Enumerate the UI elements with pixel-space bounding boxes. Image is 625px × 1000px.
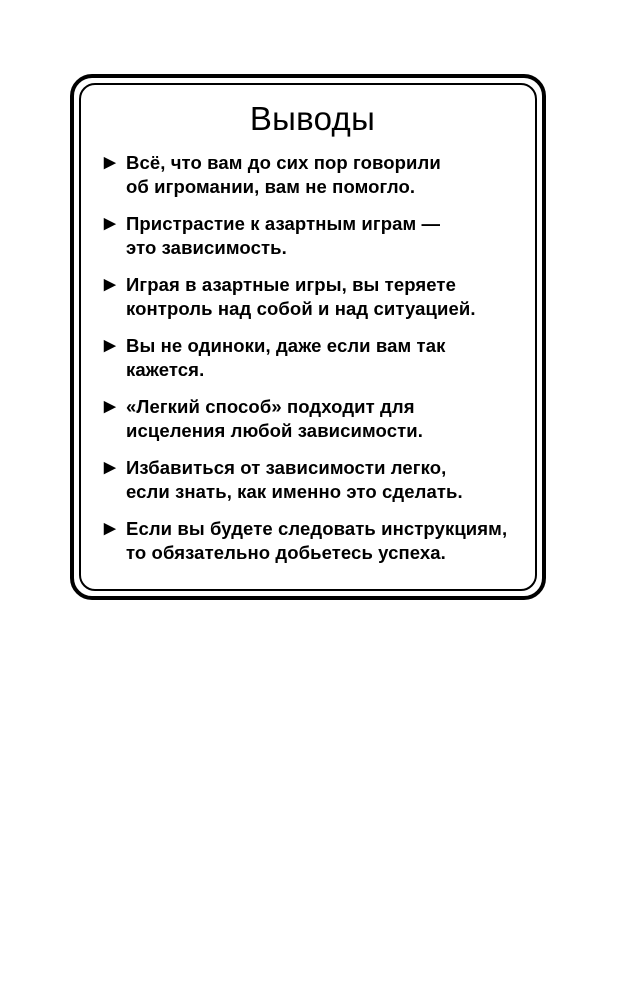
list-item-line: если знать, как именно это сделать.: [126, 481, 463, 502]
list-item-line: это зависимость.: [126, 237, 287, 258]
bullet-triangle-icon: ▶: [104, 154, 116, 171]
list-item-line: то обязательно добьетесь успеха.: [126, 542, 446, 563]
list-item: [104, 395, 534, 443]
list-item: [104, 456, 534, 504]
bullet-triangle-icon: ▶: [104, 398, 116, 415]
list-item-line: Если вы будете следовать инструкциям,: [126, 518, 508, 539]
list-item-line: исцеления любой зависимости.: [126, 420, 423, 441]
list-item-line: Вы не одиноки, даже если вам так: [126, 335, 446, 356]
bullet-triangle-icon: ▶: [104, 337, 116, 354]
bullet-triangle-icon: ▶: [104, 276, 116, 293]
list-item: [104, 273, 534, 321]
list-item-line: Пристрастие к азартным играм —: [126, 213, 441, 234]
list-item-line: об игромании, вам не помогло.: [126, 176, 416, 197]
conclusions-list: [104, 151, 534, 578]
bullet-triangle-icon: ▶: [104, 520, 116, 537]
list-item: [104, 151, 534, 199]
list-item: [104, 334, 534, 382]
bullet-triangle-icon: ▶: [104, 215, 116, 232]
list-item-line: Избавиться от зависимости легко,: [126, 457, 447, 478]
bullet-triangle-icon: ▶: [104, 459, 116, 476]
list-item: [104, 517, 534, 565]
list-item-line: «Легкий способ» подходит для: [126, 396, 415, 417]
list-item-line: Всё, что вам до сих пор говорили: [126, 152, 441, 173]
list-item-line: контроль над собой и над ситуацией.: [126, 298, 476, 319]
list-item-line: Играя в азартные игры, вы теряете: [126, 274, 456, 295]
summary-title: Выводы: [249, 100, 376, 137]
list-item-line: кажется.: [126, 359, 205, 380]
list-item: [104, 212, 534, 260]
